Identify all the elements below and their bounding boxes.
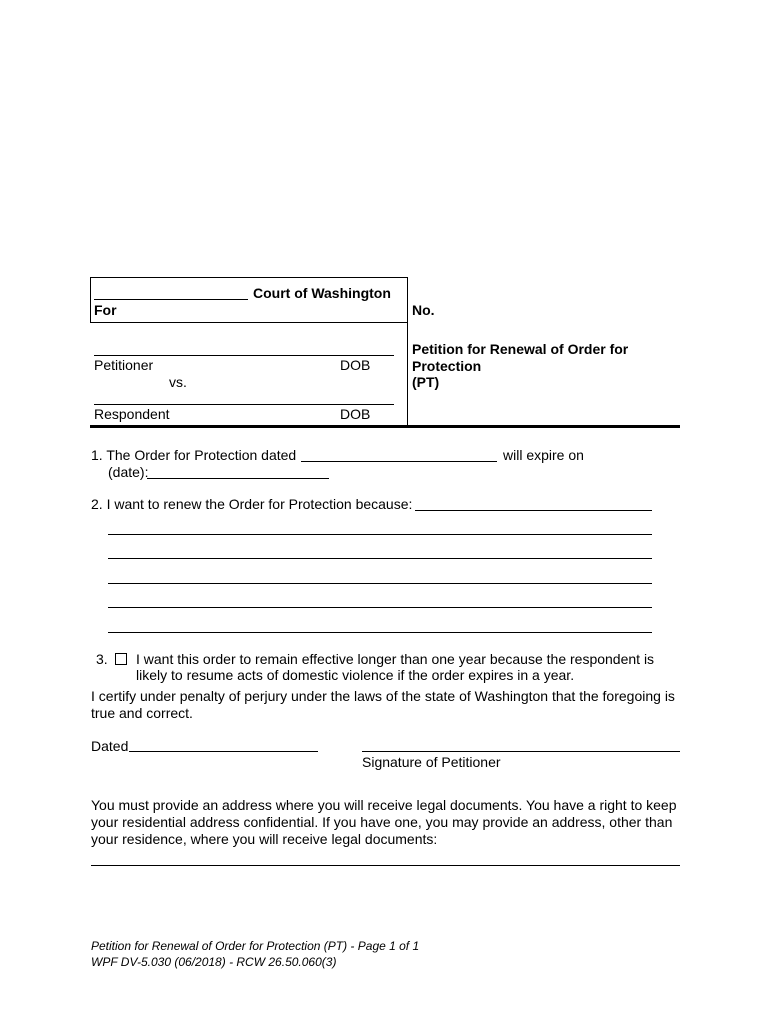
item3-text-line1: I want this order to remain effective longer than one year because the respondent is — [136, 651, 655, 667]
item1-suffix: will expire on — [503, 447, 584, 463]
dated-label: Dated — [91, 738, 129, 754]
item1-date-label: (date): — [108, 464, 149, 480]
for-label: For — [94, 302, 117, 318]
vs-label: vs. — [169, 374, 187, 390]
address-line1: You must provide an address where you will receive legal documents. You have a right to keep — [91, 797, 677, 813]
reason-field-1[interactable] — [415, 510, 652, 511]
respondent-dob-label: DOB — [340, 406, 371, 422]
form-title-line3: (PT) — [412, 374, 440, 390]
respondent-label: Respondent — [94, 406, 170, 422]
petitioner-label: Petitioner — [94, 357, 154, 373]
court-label: Court of Washington — [253, 285, 391, 301]
expire-date-field[interactable] — [147, 478, 329, 479]
extend-beyond-year-checkbox[interactable] — [115, 653, 127, 665]
court-county-field[interactable] — [94, 299, 248, 300]
footer-line1: Petition for Renewal of Order for Protection (PT) - Page 1 of 1 — [91, 939, 420, 953]
form-title-line1: Petition for Renewal of Order for — [412, 341, 629, 357]
item2-text: 2. I want to renew the Order for Protection because: — [91, 496, 413, 512]
reason-field-5[interactable] — [108, 607, 652, 608]
reason-field-2[interactable] — [108, 534, 652, 535]
reason-field-3[interactable] — [108, 558, 652, 559]
dated-field[interactable] — [129, 751, 318, 752]
caption-court-bottom-border — [90, 322, 408, 323]
signature-field[interactable] — [362, 751, 680, 752]
item3-number: 3. — [96, 651, 108, 667]
caption-divider — [407, 277, 408, 426]
order-dated-field[interactable] — [301, 461, 497, 462]
reason-field-4[interactable] — [108, 583, 652, 584]
respondent-name-field[interactable] — [94, 404, 394, 405]
caption-thick-rule — [90, 425, 680, 428]
address-line3: your residence, where you will receive legal documents: — [91, 831, 438, 847]
caption-left-border — [90, 277, 91, 323]
form-title-line2: Protection — [412, 358, 482, 374]
certify-line1: I certify under penalty of perjury under the laws of the state of Washington that the foregoing is — [91, 688, 675, 704]
caption-top-border — [90, 277, 408, 278]
footer-line2: WPF DV-5.030 (06/2018) - RCW 26.50.060(3) — [91, 955, 337, 969]
reason-field-6[interactable] — [108, 632, 652, 633]
case-number-label: No. — [412, 302, 435, 318]
item1-text: 1. The Order for Protection dated — [91, 447, 297, 463]
signature-label: Signature of Petitioner — [362, 754, 501, 770]
petitioner-name-field[interactable] — [94, 355, 394, 356]
certify-line2: true and correct. — [91, 705, 193, 721]
petitioner-dob-label: DOB — [340, 357, 371, 373]
legal-address-field[interactable] — [91, 865, 680, 866]
address-line2: your residential address confidential. If you have one, you may provide an address, other than — [91, 814, 673, 830]
item3-text-line2: likely to resume acts of domestic violence if the order expires in a year. — [136, 667, 575, 683]
